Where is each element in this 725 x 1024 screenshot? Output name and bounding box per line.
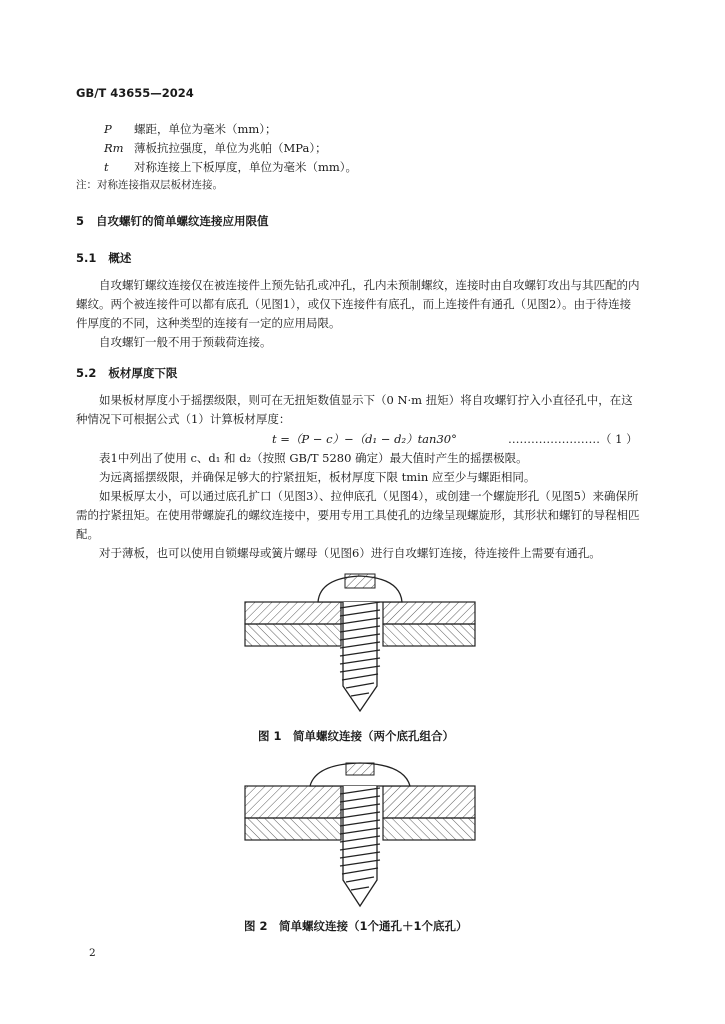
section-5-1-para-2: 自攻螺钉一般不用于预载荷连接。 bbox=[99, 335, 272, 349]
section-5-2-title: 板材厚度下限 bbox=[108, 366, 178, 380]
section-5-2-para-5: 对于薄板，也可以使用自锁螺母或簧片螺母（见图6）进行自攻螺钉连接，待连接件上需要有通孔。 bbox=[99, 546, 601, 560]
formula-number: （ 1 ） bbox=[600, 432, 638, 446]
symbol-t-row bbox=[104, 156, 357, 177]
symbol-p: P bbox=[104, 122, 112, 136]
section-5-1-number: 5.1 bbox=[76, 251, 97, 265]
figure-2-caption: 图 2 简单螺纹连接（1个通孔＋1个底孔） bbox=[244, 919, 468, 933]
symbol-t: t bbox=[104, 160, 109, 174]
section-5-2-body bbox=[76, 449, 641, 563]
section-5-number: 5 bbox=[76, 214, 85, 228]
section-5-2-para-3: 为远离摇摆级限，并确保足够大的拧紧扭矩，板材厚度下限 tmin 应至少与螺距相同。 bbox=[99, 470, 536, 484]
symbol-t-desc: 对称连接上下板厚度，单位为毫米（mm）。 bbox=[134, 160, 358, 174]
note-text: 注：对称连接指双层板材连接。 bbox=[76, 179, 223, 191]
section-5-2-intro bbox=[76, 391, 641, 429]
section-5-2-para-4: 如果板厚太小，可以通过底孔扩口（见图3）、拉伸底孔（见图4），或创建一个螺旋形孔（见图5）来确保所需的拧紧扭矩。在使用带螺旋孔的螺纹连接中，要用专用工具使孔的边缘呈现螺旋形，其形状和螺钉的导程相匹配。 bbox=[76, 489, 640, 541]
formula-dots: …………………… bbox=[508, 432, 600, 446]
symbol-rm: Rm bbox=[104, 141, 124, 155]
section-5-2-heading bbox=[76, 365, 177, 381]
symbol-rm-desc: 薄板抗拉强度，单位为兆帕（MPa）； bbox=[134, 141, 327, 155]
section-5-1-heading bbox=[76, 250, 131, 266]
standard-header: GB/T 43655—2024 bbox=[76, 86, 194, 100]
page-number: 2 bbox=[89, 947, 96, 959]
section-5-1-para-1: 自攻螺钉螺纹连接仅在被连接件上预先钻孔或冲孔，孔内未预制螺纹，连接时由自攻螺钉攻出与其匹配的内螺纹。两个被连接件可以都有底孔（见图1），或仅下连接件有底孔，而上连接件有通孔（见图2）。由于待连接件厚度的不同，这种类型的连接有一定的应用局限。 bbox=[76, 278, 640, 330]
section-5-2-para-2: 表1中列出了使用 c、d₁ 和 d₂（按照 GB/T 5280 确定）最大值时产生的摇摆极限。 bbox=[99, 451, 528, 465]
section-5-1-title: 概述 bbox=[108, 251, 132, 265]
symbol-rm-row bbox=[104, 137, 327, 158]
section-5-2-number: 5.2 bbox=[76, 366, 97, 380]
formula-expression: t =（P − c）−（d₁ − d₂）tan30° bbox=[272, 432, 457, 446]
section-5-title: 自攻螺钉的简单螺纹连接应用限值 bbox=[96, 214, 269, 228]
figure-2-drawing bbox=[240, 760, 480, 910]
figure-1-drawing bbox=[240, 566, 480, 714]
formula-1 bbox=[272, 430, 457, 449]
symbol-p-row bbox=[104, 118, 277, 139]
section-5-2-para-1: 如果板材厚度小于摇摆级限，则可在无扭矩数值显示下（0 N·m 扭矩）将自攻螺钉拧入小直径孔中，在这种情况下可根据公式（1）计算板材厚度： bbox=[76, 393, 633, 426]
formula-1-number bbox=[508, 430, 638, 449]
section-5-heading bbox=[76, 213, 269, 229]
symbol-p-desc: 螺距，单位为毫米（mm）； bbox=[134, 122, 277, 136]
section-5-1-body bbox=[76, 276, 641, 352]
figure-1-caption: 图 1 简单螺纹连接（两个底孔组合） bbox=[258, 729, 455, 743]
